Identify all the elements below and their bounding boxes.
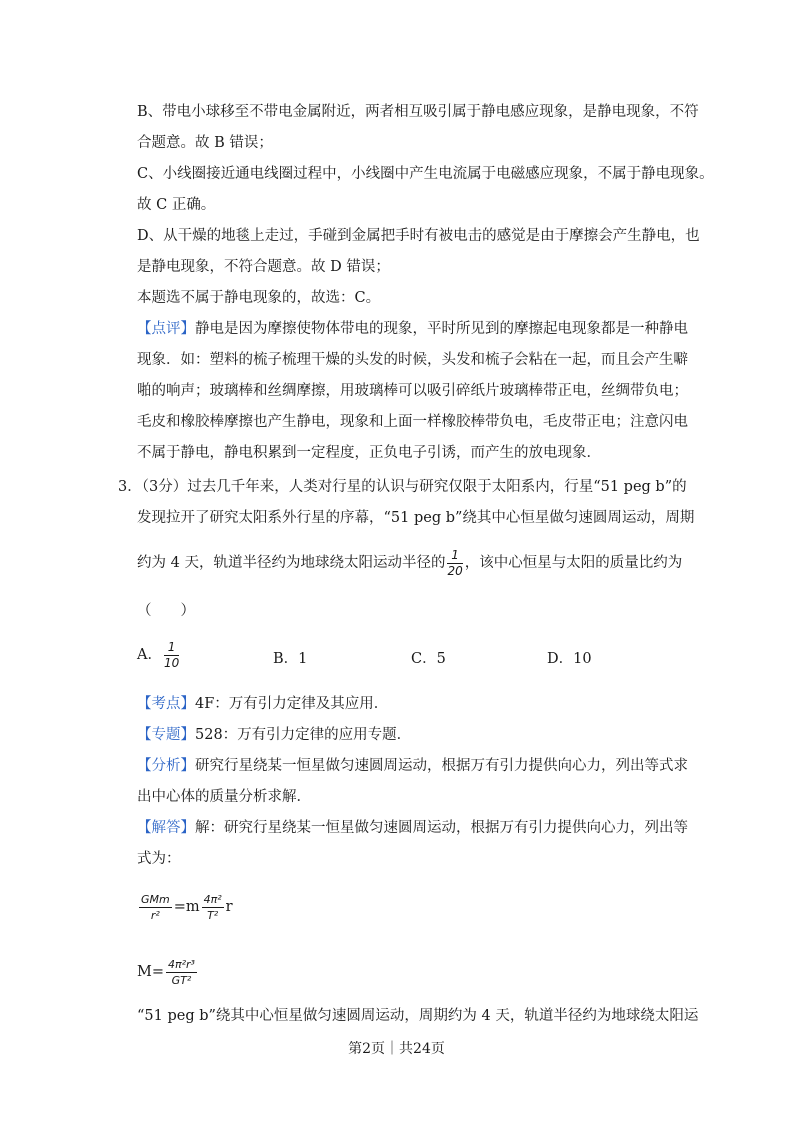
comment-line-5: 不属于静电，静电积累到一定程度，正负电子引诱，而产生的放电现象． xyxy=(137,445,601,461)
eq2-lhs: M= xyxy=(137,964,164,980)
comment-line-1 xyxy=(137,319,688,339)
option-c: C．5 xyxy=(411,651,446,667)
comment-tag: 【点评】 xyxy=(137,321,195,337)
equation-1 xyxy=(137,892,233,922)
option-b-analysis: B、带电小球移至不带电金属附近，两者相互吸引属于静电感应现象，是静电现象，不符 xyxy=(137,104,699,120)
option-a-numerator: 1 xyxy=(164,641,179,656)
zhuanti-text: 528：万有引力定律的应用专题． xyxy=(195,727,412,743)
eq2-denominator: GT² xyxy=(171,973,192,987)
jieda-line-2: 式为： xyxy=(137,851,181,867)
eq1-rhs-denominator: T² xyxy=(207,908,219,922)
question-number: 3． xyxy=(118,479,142,495)
fraction-numerator: 1 xyxy=(447,549,462,564)
kaodian-text: 4F：万有引力定律及其应用． xyxy=(195,696,389,712)
option-c-analysis: C、小线圈接近通电线圈过程中，小线圈中产生电流属于电磁感应现象，不属于静电现象。 xyxy=(137,166,714,182)
equation-2 xyxy=(137,957,199,987)
page-footer: 第2页｜共24页 xyxy=(348,1041,445,1057)
comment-text-1: 静电是因为摩擦使物体带电的现象，平时所见到的摩擦起电现象都是一种静电 xyxy=(195,321,688,337)
question-3-line-3 xyxy=(137,548,682,578)
option-c-analysis-cont: 故 C 正确。 xyxy=(137,197,216,213)
conclusion-text: 本题选不属于静电现象的，故选：C。 xyxy=(137,290,381,306)
fenxi-text-1: 研究行星绕某一恒星做匀速圆周运动，根据万有引力提供向心力，列出等式求 xyxy=(195,758,688,774)
option-d-analysis-cont: 是静电现象，不符合题意。故 D 错误； xyxy=(137,259,390,275)
option-a-denominator: 10 xyxy=(163,655,180,670)
question-3-text-1: （3分）过去几千年来，人类对行星的认识与研究仅限于太阳系内，行星“51 peg b”的 xyxy=(141,479,687,495)
eq1-lhs-denominator: r² xyxy=(150,908,160,922)
question-3-text-3b: ，该中心恒星与太阳的质量比约为 xyxy=(464,555,683,571)
answer-parentheses: （ ） xyxy=(137,603,195,619)
zhuanti-line xyxy=(137,725,411,745)
eq1-mid: =m xyxy=(173,899,200,915)
jieda-tag: 【解答】 xyxy=(137,820,195,836)
option-b-analysis-cont: 合题意。故 B 错误； xyxy=(137,135,273,151)
fenxi-line-1 xyxy=(137,756,688,776)
solution-last-line: “51 peg b”绕其中心恒星做匀速圆周运动，周期约为 4 天，轨道半径约为地球绕太阳运 xyxy=(137,1008,699,1024)
eq2-fraction xyxy=(166,958,197,987)
kaodian-line xyxy=(137,694,388,714)
option-a-fraction xyxy=(164,641,179,670)
option-a-label: A． xyxy=(137,647,162,663)
question-3-line-1 xyxy=(118,477,687,497)
jieda-line-1 xyxy=(137,818,688,838)
zhuanti-tag: 【专题】 xyxy=(137,727,195,743)
question-3-text-3a: 约为 4 天，轨道半径约为地球绕太阳运动半径的 xyxy=(137,555,446,571)
eq1-lhs-fraction xyxy=(139,893,172,922)
kaodian-tag: 【考点】 xyxy=(137,696,195,712)
comment-line-2: 现象．如：塑料的梳子梳理干燥的头发的时候，头发和梳子会粘在一起，而且会产生噼 xyxy=(137,352,688,368)
comment-line-3: 啪的响声；玻璃棒和丝绸摩擦，用玻璃棒可以吸引碎纸片玻璃棒带正电，丝绸带负电； xyxy=(137,383,688,399)
option-b: B．1 xyxy=(273,651,308,667)
option-a xyxy=(137,640,181,670)
jieda-text-1: 解：研究行星绕某一恒星做匀速圆周运动，根据万有引力提供向心力，列出等 xyxy=(195,820,688,836)
eq1-rhs-numerator: 4π² xyxy=(203,892,222,906)
eq2-numerator: 4π²r³ xyxy=(168,957,195,971)
comment-line-4: 毛皮和橡胶棒摩擦也产生静电，现象和上面一样橡胶棒带负电，毛皮带正电；注意闪电 xyxy=(137,414,688,430)
one-twentieth-fraction xyxy=(447,549,462,578)
eq1-rhs-fraction xyxy=(202,893,224,922)
eq1-tail: r xyxy=(225,899,233,915)
eq1-lhs-numerator: GMm xyxy=(141,892,170,906)
fenxi-line-2: 出中心体的质量分析求解． xyxy=(137,789,311,805)
option-d: D．10 xyxy=(547,651,592,667)
question-3-line-2: 发现拉开了研究太阳系外行星的序幕，“51 peg b”绕其中心恒星做匀速圆周运动，周期 xyxy=(137,510,695,526)
fenxi-tag: 【分析】 xyxy=(137,758,195,774)
option-d-analysis: D、从干燥的地毯上走过，手碰到金属把手时有被电击的感觉是由于摩擦会产生静电，也 xyxy=(137,228,700,244)
fraction-denominator: 20 xyxy=(447,563,463,578)
